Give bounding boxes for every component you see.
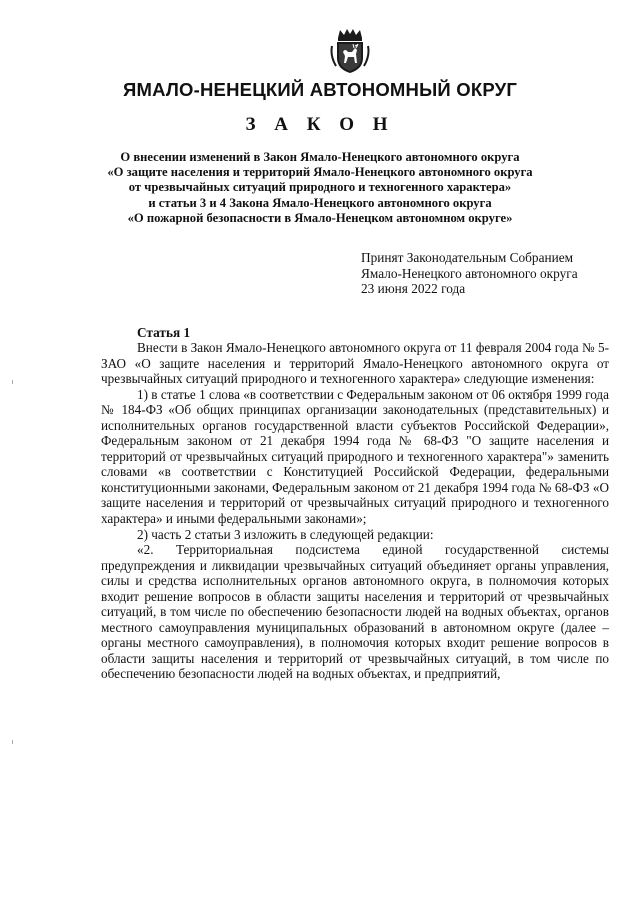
article-paragraph: Внести в Закон Ямало-Ненецкого автономного округа от 11 февраля 2004 года № 5-ЗАО «О защите населения и территорий Ямало-Ненецкого автономного округа от чрезвычайных ситуаций природного и техногенного характера» следующие изменения:: [101, 340, 609, 387]
adoption-note: [361, 250, 578, 297]
scan-margin-mark: [12, 380, 13, 384]
region-heading: ЯМАЛО-НЕНЕЦКИЙ АВТОНОМНЫЙ ОКРУГ: [122, 79, 518, 100]
article-heading: Статья 1: [137, 325, 191, 340]
adoption-note-line: Ямало-Ненецкого автономного округа: [361, 265, 578, 281]
article-paragraph: 2) часть 2 статьи 3 изложить в следующей редакции:: [137, 526, 434, 542]
article-body: [101, 340, 609, 682]
adoption-note-line: Принят Законодательным Собранием: [361, 250, 574, 265]
law-title-line: «О защите населения и территорий Ямало-Ненецкого автономного округа: [107, 165, 533, 180]
article-paragraph: 1) в статье 1 слова «в соответствии с Федеральным законом от 06 октября 1999 года № 184-ФЗ «Об общих принципах организации законодательных (представительных) и исполнительных органов государственной власти субъектов Российской Федерации», Федеральным законом от 21 декабря 1994 года № 68-ФЗ "О защите населения и территорий от чрезвычайных ситуаций природного и техногенного характера"» заменить словами «в соответствии с Конституцией Российской Федерации, федеральными конституционными законами, Федеральным законом от 21 декабря 1994 года № 68-ФЗ «О защите населения и территорий от чрезвычайных ситуаций природного и техногенного характера» и иными федеральными законами»;: [101, 386, 609, 527]
law-title-line: «О пожарной безопасности в Ямало-Ненецком автономном округе»: [127, 210, 513, 225]
law-title-line: и статьи 3 и 4 Закона Ямало-Ненецкого автономного округа: [148, 195, 492, 210]
article-paragraph: «2. Территориальная подсистема единой государственной системы предупреждения и ликвидации чрезвычайных ситуаций объединяет органы управления, силы и средства исполнительных органов автономного округа, в полномочия которых входит решение вопросов в области защиты населения и территорий от чрезвычайных ситуаций, в том числе по обеспечению безопасности людей на водных объектах, органов местного самоуправления муниципальных образований в автономном округе (далее – органы местного самоуправления), в полномочия которых входит решение вопросов в области защиты населения и территорий от чрезвычайных ситуаций, в том числе по обеспечению безопасности людей на водных объектах, и предприятий,: [101, 542, 609, 682]
law-title: [70, 150, 570, 226]
document-type: З А К О Н: [245, 114, 395, 135]
law-title-line: от чрезвычайных ситуаций природного и техногенного характера»: [128, 180, 512, 195]
scan-margin-mark: [12, 740, 13, 744]
coat-of-arms-icon: [330, 28, 370, 74]
adoption-date: 23 июня 2022 года: [361, 281, 466, 297]
law-title-line: О внесении изменений в Закон Ямало-Ненецкого автономного округа: [120, 150, 520, 164]
